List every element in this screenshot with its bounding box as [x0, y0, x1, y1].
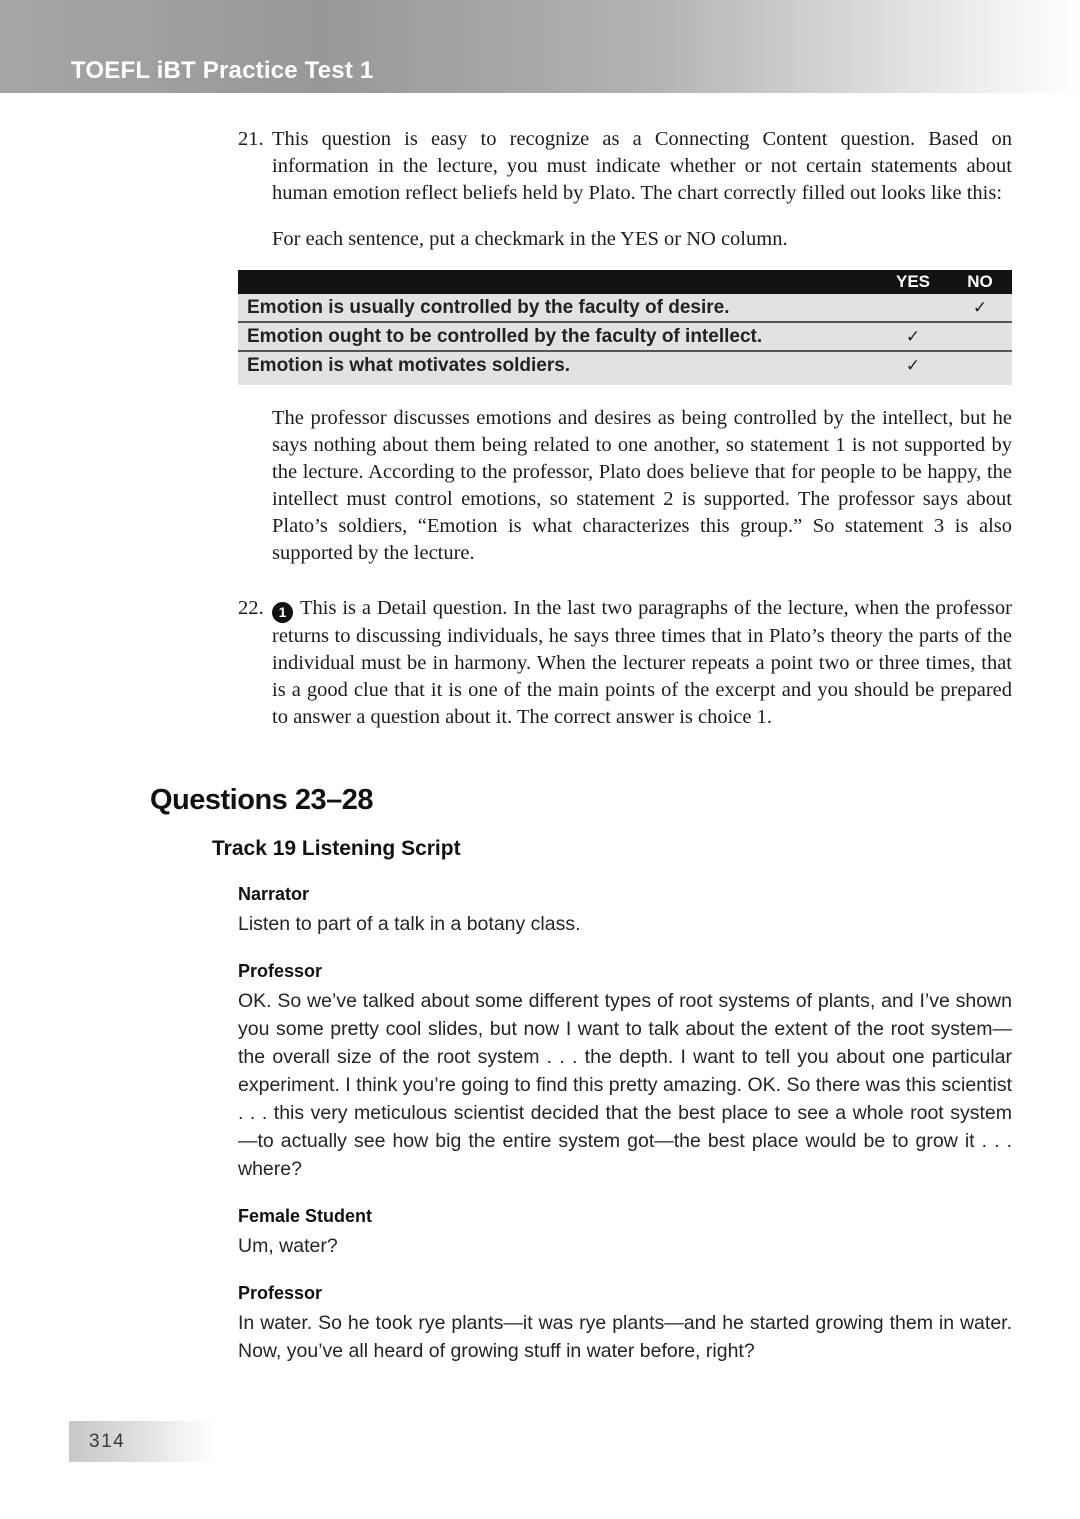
chart-row-3: [238, 350, 1012, 379]
speaker-label-female-student: Female Student: [238, 1206, 373, 1226]
speaker-label-professor-2: Professor: [238, 1283, 323, 1303]
chart-header-row: [238, 270, 1012, 294]
item-22-text-wrap: [272, 595, 1012, 731]
script-block-female-student: [238, 1206, 1012, 1260]
item-22-text: This is a Detail question. In the last two paragraphs of the lecture, when the professor returns to discussing individuals, he says three times that in Plato’s theory the parts of the individual must be in harmony. When the lecturer repeats a point two or three times, that is a good clue that it is one of the main points of the excerpt and you should be prepared to answer a question about it. The correct answer is choice 1.: [272, 597, 1012, 728]
chart-row-1: [238, 294, 1012, 321]
answer-item-22: [238, 595, 1012, 731]
professor-text-1: OK. So we’ve talked about some different types of root systems of plants, and I’ve shown you some pretty cool slides, but now I want to talk about the extent of the root system—the overall size of the root system . . . the depth. I want to tell you about one particular experiment. I think you’re going to find this pretty amazing. OK. So there was this scientist . . . this very meticulous scientist decided that the best place to see a whole root system—to actually see how big the entire system got—the best place would be to grow it . . . where?: [238, 990, 1012, 1180]
answer-item-21: [238, 126, 1012, 207]
professor-text-2: In water. So he took rye plants—it was rye plants—and he started growing them in water. Now, you’ve all heard of growing stuff in water before, right?: [238, 1312, 1012, 1362]
item-21-body: [272, 126, 1012, 207]
page-number-box: [69, 1421, 219, 1462]
script-block-professor-1: [238, 961, 1012, 1183]
chart-row-3-yes-cell: ✓: [905, 355, 921, 375]
page-header-band: [0, 0, 1080, 93]
item-22-number: 22.: [238, 597, 264, 619]
chart-col-no: NO: [967, 272, 993, 291]
page-header-title: TOEFL iBT Practice Test 1: [71, 57, 374, 84]
chart-row-1-no-cell: ✓: [972, 297, 988, 317]
track-19-subheading: Track 19 Listening Script: [212, 837, 461, 860]
speaker-label-professor-1: Professor: [238, 961, 323, 981]
chart-instruction: For each sentence, put a checkmark in the YES or NO column.: [272, 228, 788, 250]
chart-row-2-yes-cell: ✓: [905, 326, 921, 346]
page-number: 314: [89, 1430, 126, 1452]
speaker-label-narrator: Narrator: [238, 884, 310, 904]
chart-col-yes: YES: [895, 272, 931, 291]
script-block-narrator: [238, 884, 1012, 938]
section-heading-questions-23-28: Questions 23–28: [150, 784, 373, 816]
chart-row-2: [238, 321, 1012, 350]
listening-script: [238, 884, 1012, 1365]
female-student-text: Um, water?: [238, 1235, 338, 1257]
chart-row-2-statement: Emotion ought to be controlled by the faculty of intellect.: [247, 325, 763, 347]
script-block-professor-2: [238, 1283, 1012, 1365]
item-21-text: This question is easy to recognize as a Connecting Content question. Based on information in the lecture, you must indicate whether or not certain statements about human emotion reflect beliefs held by Plato. The chart correctly filled out looks like this:: [272, 128, 1012, 204]
choice-1-badge-icon: 1: [272, 602, 293, 623]
item-21-number: 21.: [238, 128, 264, 150]
yes-no-chart: [238, 270, 1012, 385]
chart-bottom-padding: [238, 379, 1012, 385]
item-22-body: [272, 595, 1012, 731]
page-content: [150, 126, 1012, 1365]
item-21-explanation: The professor discusses emotions and desires as being controlled by the intellect, but he says nothing about them being related to one another, so statement 1 is not supported by the lecture. According to the professor, Plato does believe that for people to be happy, the intellect must control emotions, so statement 2 is supported. The professor says about Plato’s soldiers, “Emotion is what characterizes this group.” So statement 3 is also supported by the lecture.: [272, 407, 1012, 564]
narrator-text: Listen to part of a talk in a botany class.: [238, 913, 581, 935]
chart-row-1-statement: Emotion is usually controlled by the faculty of desire.: [247, 296, 730, 318]
chart-row-3-statement: Emotion is what motivates soldiers.: [247, 354, 571, 376]
